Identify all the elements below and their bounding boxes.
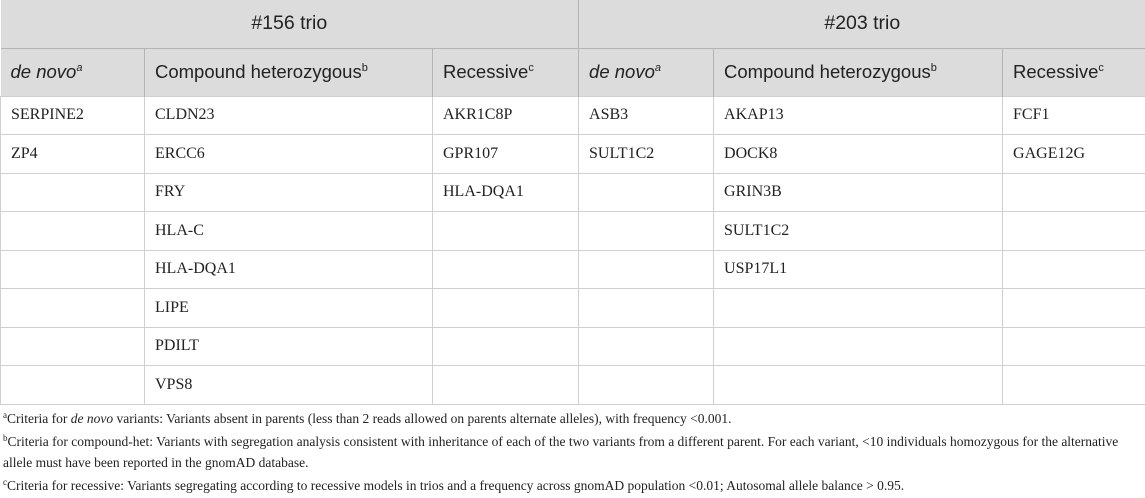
table-cell: VPS8 [145, 366, 433, 405]
footnote-mark: a [3, 410, 7, 420]
table-row [1, 96, 1145, 135]
table-cell: HLA-DQA1 [433, 173, 579, 212]
table-cell [1, 327, 145, 366]
table-cell: SULT1C2 [714, 212, 1003, 251]
footnote-mark: a [76, 62, 82, 74]
col-header-label: Recessive [1013, 61, 1098, 82]
footnote-text: Criteria for compound-het: Variants with segregation analysis consistent with inheritance of each of the two variants from a different parent. For each variant, <10 individuals homozygous for the alternative allele must have been reported in the gnomAD database. [3, 434, 1118, 470]
footnote-mark: c [3, 477, 7, 487]
footnote-mark: b [931, 62, 937, 74]
footnote-italic: de novo [71, 411, 113, 426]
table-cell: USP17L1 [714, 250, 1003, 289]
footnote-mark: b [3, 433, 8, 443]
table-cell: HLA-DQA1 [145, 250, 433, 289]
table-row [1, 327, 1145, 366]
col-header-label: de novo [589, 61, 655, 82]
footnote-b [3, 431, 1138, 473]
table-cell [433, 327, 579, 366]
table-cell: ZP4 [1, 135, 145, 174]
footnote-c [3, 475, 1138, 496]
table-cell [1, 289, 145, 328]
table-cell: DOCK8 [714, 135, 1003, 174]
table-cell: FRY [145, 173, 433, 212]
table-cell [579, 366, 714, 405]
table-cell [579, 327, 714, 366]
col-header-compound-het-156 [145, 48, 433, 96]
table-row [1, 135, 1145, 174]
col-header-label: Compound heterozygous [155, 61, 362, 82]
table-cell [579, 212, 714, 251]
table-cell [1003, 250, 1145, 289]
table-cell [1, 212, 145, 251]
footnote-a [3, 408, 1138, 429]
col-header-label: Compound heterozygous [724, 61, 931, 82]
table-cell: LIPE [145, 289, 433, 328]
table-cell: ERCC6 [145, 135, 433, 174]
col-header-compound-het-203 [714, 48, 1003, 96]
table-cell: GPR107 [433, 135, 579, 174]
group-header-row [1, 0, 1145, 48]
table-row [1, 212, 1145, 251]
table-row [1, 173, 1145, 212]
footnote-mark: b [362, 62, 368, 74]
table-cell [1, 250, 145, 289]
footnote-text: Criteria for recessive: Variants segregating according to recessive models in trios and a frequency across gnomAD population <0.01; Autosomal allele balance > 0.95. [7, 478, 904, 493]
table-cell [579, 250, 714, 289]
table-cell: SULT1C2 [579, 135, 714, 174]
footnote-mark: a [655, 62, 661, 74]
table-cell [714, 327, 1003, 366]
footnotes [3, 408, 1138, 498]
table-cell: GAGE12G [1003, 135, 1145, 174]
footnote-mark: c [1098, 62, 1104, 74]
table-cell [1003, 289, 1145, 328]
table-cell: FCF1 [1003, 96, 1145, 135]
table-cell [433, 250, 579, 289]
table-cell [433, 366, 579, 405]
table-cell [714, 366, 1003, 405]
table-cell [1003, 366, 1145, 405]
footnote-mark: c [528, 62, 534, 74]
table-cell [433, 212, 579, 251]
table-cell: AKAP13 [714, 96, 1003, 135]
table-cell [579, 289, 714, 328]
table-cell: GRIN3B [714, 173, 1003, 212]
table-cell: PDILT [145, 327, 433, 366]
table-row [1, 250, 1145, 289]
table-cell: ASB3 [579, 96, 714, 135]
table-cell: AKR1C8P [433, 96, 579, 135]
table-cell [1003, 173, 1145, 212]
table-cell [1003, 212, 1145, 251]
table-cell [1, 173, 145, 212]
table-row [1, 289, 1145, 328]
table-row [1, 366, 1145, 405]
group-header-156-trio: #156 trio [1, 0, 579, 48]
table-cell [714, 289, 1003, 328]
col-header-recessive-203 [1003, 48, 1145, 96]
table-cell [433, 289, 579, 328]
column-header-row [1, 48, 1145, 96]
table-cell: CLDN23 [145, 96, 433, 135]
col-header-de-novo-156 [1, 48, 145, 96]
footnote-text: variants: Variants absent in parents (less than 2 reads allowed on parents alternate alleles), with frequency <0.001. [113, 411, 731, 426]
table-cell: HLA-C [145, 212, 433, 251]
table-body [1, 96, 1145, 404]
footnote-text: Criteria for [7, 411, 71, 426]
group-header-203-trio: #203 trio [579, 0, 1145, 48]
col-header-de-novo-203 [579, 48, 714, 96]
table-cell: SERPINE2 [1, 96, 145, 135]
table-cell [579, 173, 714, 212]
col-header-label: Recessive [443, 61, 528, 82]
table-cell [1003, 327, 1145, 366]
table-cell [1, 366, 145, 405]
col-header-label: de novo [11, 61, 77, 82]
col-header-recessive-156 [433, 48, 579, 96]
